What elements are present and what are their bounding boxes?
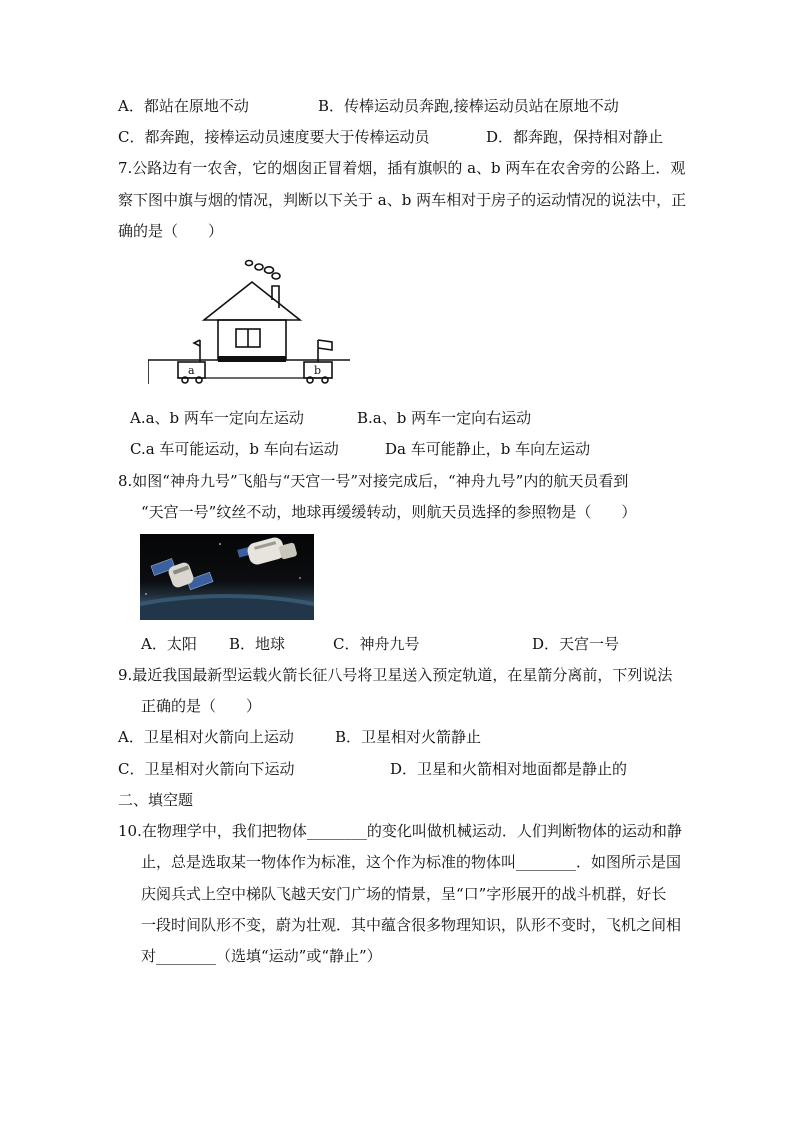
q7-option-a: A.a、b 两车一定向左运动 [130,409,304,427]
q7-option-c: C.a 车可能运动，b 车向右运动 [130,440,339,458]
q9-option-c: C．卫星相对火箭向下运动 [118,760,295,778]
q7-stem-line-2: 察下图中旗与烟的情况，判断以下关于 a、b 两车相对于房子的运动情况的说法中，正 [118,191,687,209]
smoke-puff [272,273,280,279]
q6-option-a: A．都站在原地不动 [118,97,249,115]
q8-option-a: A．太阳 [141,635,197,653]
car-a-label: a [188,364,195,377]
car-b-flag [318,340,332,350]
q9-option-d: D．卫星和火箭相对地面都是静止的 [390,760,628,778]
q10-stem-line-3: 庆阅兵式上空中梯队飞越天安门广场的情景，呈“口”字形展开的战斗机群，好长 [141,885,667,903]
tiangong-module [151,559,213,590]
q8-option-c: C．神舟九号 [333,635,420,653]
q9-stem-line-2: 正确的是（ ） [141,697,262,715]
spacecraft-docking-photo [140,534,314,620]
farmhouse-road-diagram [148,258,350,386]
q7-stem-line-1: 7.公路边有一农舍，它的烟囱正冒着烟，插有旗帜的 a、b 两车在农舍旁的公路上．观 [118,159,686,177]
q7-option-d: Da 车可能静止，b 车向左运动 [385,440,591,458]
car-a-flag [194,340,200,346]
section-heading-fill-in: 二、填空题 [118,791,194,809]
shenzhou-spacecraft [237,536,297,567]
q8-option-b: B．地球 [229,635,286,653]
q6-option-c: C．都奔跑，接棒运动员速度要大于传棒运动员 [118,128,430,146]
q9-stem-line-1: 9.最近我国最新型运载火箭长征八号将卫星送入预定轨道，在星箭分离前，下列说法 [118,666,673,684]
q8-stem-line-2: “天宫一号”纹丝不动，地球再缓缓转动，则航天员选择的参照物是（ ） [141,503,637,521]
smoke-puff [255,264,263,270]
q6-option-b: B．传棒运动员奔跑,接棒运动员站在原地不动 [318,97,619,115]
q8-option-d: D．天宫一号 [532,635,620,653]
house-wall [218,320,286,360]
smoke-puff [246,261,253,266]
q8-stem-line-1: 8.如图“神舟九号”飞船与“天宫一号”对接完成后，“神舟九号”内的航天员看到 [118,472,629,490]
house-foundation [218,356,286,362]
q10-stem-line-4: 一段时间队形不变，蔚为壮观．其中蕴含很多物理知识，队形不变时，飞机之间相 [141,916,682,934]
q9-option-a: A．卫星相对火箭向上运动 [118,728,294,746]
q7-option-b: B.a、b 两车一定向右运动 [357,409,532,427]
q6-option-d: D．都奔跑，保持相对静止 [486,128,664,146]
chimney [272,286,279,308]
q10-stem-line-1: 10.在物理学中，我们把物体________的变化叫做机械运动．人们判断物体的运动和静 [118,822,682,840]
q10-stem-line-2: 止，总是选取某一物体作为标准，这个作为标准的物体叫________．如图所示是国 [141,853,682,871]
house-roof [204,282,300,320]
q7-stem-line-3: 确的是（ ） [118,222,224,240]
smoke-puff [265,267,274,273]
q10-stem-line-5: 对________（选填“运动”或“静止”） [141,947,382,965]
car-b-label: b [314,364,322,377]
q9-option-b: B．卫星相对火箭静止 [335,728,482,746]
